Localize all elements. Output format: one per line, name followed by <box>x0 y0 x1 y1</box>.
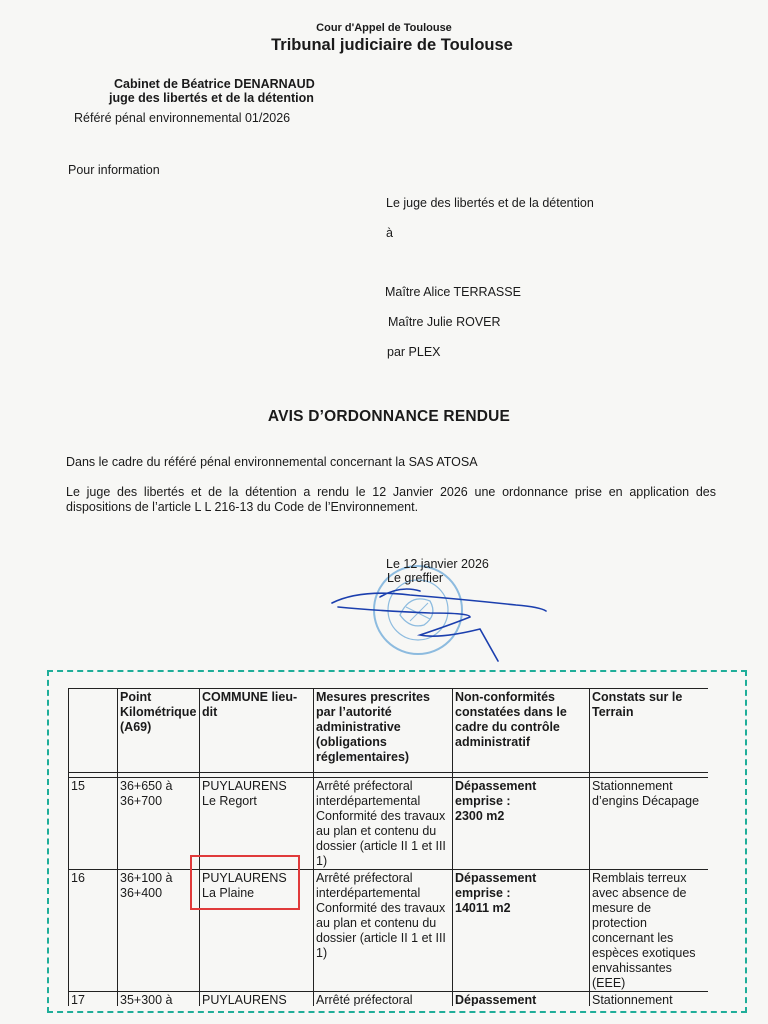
nc-label: Dépassement emprise : <box>455 779 537 808</box>
header-cell <box>69 689 118 773</box>
row-number: 17 <box>69 992 118 1007</box>
order-paragraph: Le juge des libertés et de la détention a rendu le 12 Janvier 2026 une ordonnance prise en application des dispositions de l’article L L 216-13 du Code de l’Environnement. <box>66 485 716 514</box>
commune-name: PUYLAURENS <box>202 871 287 885</box>
sender-line: Le juge des libertés et de la détention <box>386 196 594 210</box>
delivery-method: par PLEX <box>387 345 441 359</box>
constats-cell: Remblais terreux avec absence de mesure de protection concernant les espèces exotiques envahissantes (EEE) <box>590 870 709 992</box>
header-cell: Constats sur le Terrain <box>590 689 709 773</box>
pk-cell: 36+650 à 36+700 <box>118 778 200 870</box>
table-row <box>69 870 709 992</box>
commune-name: PUYLAURENS <box>202 993 287 1006</box>
row-number: 16 <box>69 870 118 992</box>
clerk-label: Le greffier <box>387 571 444 585</box>
nc-label: Dépassement emprise : <box>455 871 537 900</box>
table-viewport <box>68 688 708 1006</box>
nc-value: 2300 m2 <box>455 809 505 823</box>
case-reference: Référé pénal environnemental 01/2026 <box>74 111 291 125</box>
nonconformity-cell <box>453 992 590 1007</box>
header-cell: COMMUNE lieu-dit <box>200 689 314 773</box>
nc-value: 14011 m2 <box>455 901 511 915</box>
row-number: 15 <box>69 778 118 870</box>
court-of-appeal: Cour d'Appel de Toulouse <box>316 22 452 34</box>
for-information: Pour information <box>68 163 160 177</box>
lieu-dit: La Plaine <box>202 886 255 900</box>
header-cell: Non-conformités constatées dans le cadre du contrôle administratif <box>453 689 590 773</box>
constats-cell: Stationnement <box>590 992 709 1007</box>
nonconformity-cell <box>453 870 590 992</box>
mesures-cell: Arrêté préfectoral interdépartemental Conformité des travaux au plan et contenu du dossier (article II 1 et III 1) <box>314 870 453 992</box>
to-line: à <box>386 226 393 240</box>
recipient-lawyer-1: Maître Alice TERRASSE <box>385 285 521 299</box>
mesures-cell: Arrêté préfectoral <box>314 992 453 1007</box>
handwritten-signature <box>332 589 546 661</box>
nonconformity-cell <box>453 778 590 870</box>
table-row <box>69 992 709 1007</box>
commune-cell <box>200 992 314 1007</box>
table-header-row <box>69 689 709 773</box>
cabinet-role: juge des libertés et de la détention <box>109 91 314 105</box>
tribunal-title: Tribunal judiciaire de Toulouse <box>271 36 513 54</box>
nonconformity-table <box>68 688 708 1006</box>
nc-label: Dépassement <box>455 993 537 1006</box>
commune-name: PUYLAURENS <box>202 779 287 793</box>
intro-text: Dans le cadre du référé pénal environnemental concernant la SAS ATOSA <box>66 455 478 469</box>
signature-date: Le 12 janvier 2026 <box>386 557 489 571</box>
pk-cell: 35+300 à <box>118 992 200 1007</box>
pk-cell: 36+100 à 36+400 <box>118 870 200 992</box>
table-row <box>69 778 709 870</box>
recipient-lawyer-2: Maître Julie ROVER <box>388 315 501 329</box>
lieu-dit: Le Regort <box>202 794 257 808</box>
header-cell: Point Kilométrique (A69) <box>118 689 200 773</box>
notice-title: AVIS D’ORDONNANCE RENDUE <box>267 408 511 425</box>
highlight-box <box>190 855 300 910</box>
mesures-cell: Arrêté préfectoral interdépartemental Conformité des travaux au plan et contenu du dossier (article II 1 et III 1) <box>314 778 453 870</box>
cabinet-judge: Cabinet de Béatrice DENARNAUD <box>114 77 315 91</box>
header-cell: Mesures prescrites par l’autorité administrative (obligations réglementaires) <box>314 689 453 773</box>
constats-cell: Stationnement d’engins Décapage <box>590 778 709 870</box>
